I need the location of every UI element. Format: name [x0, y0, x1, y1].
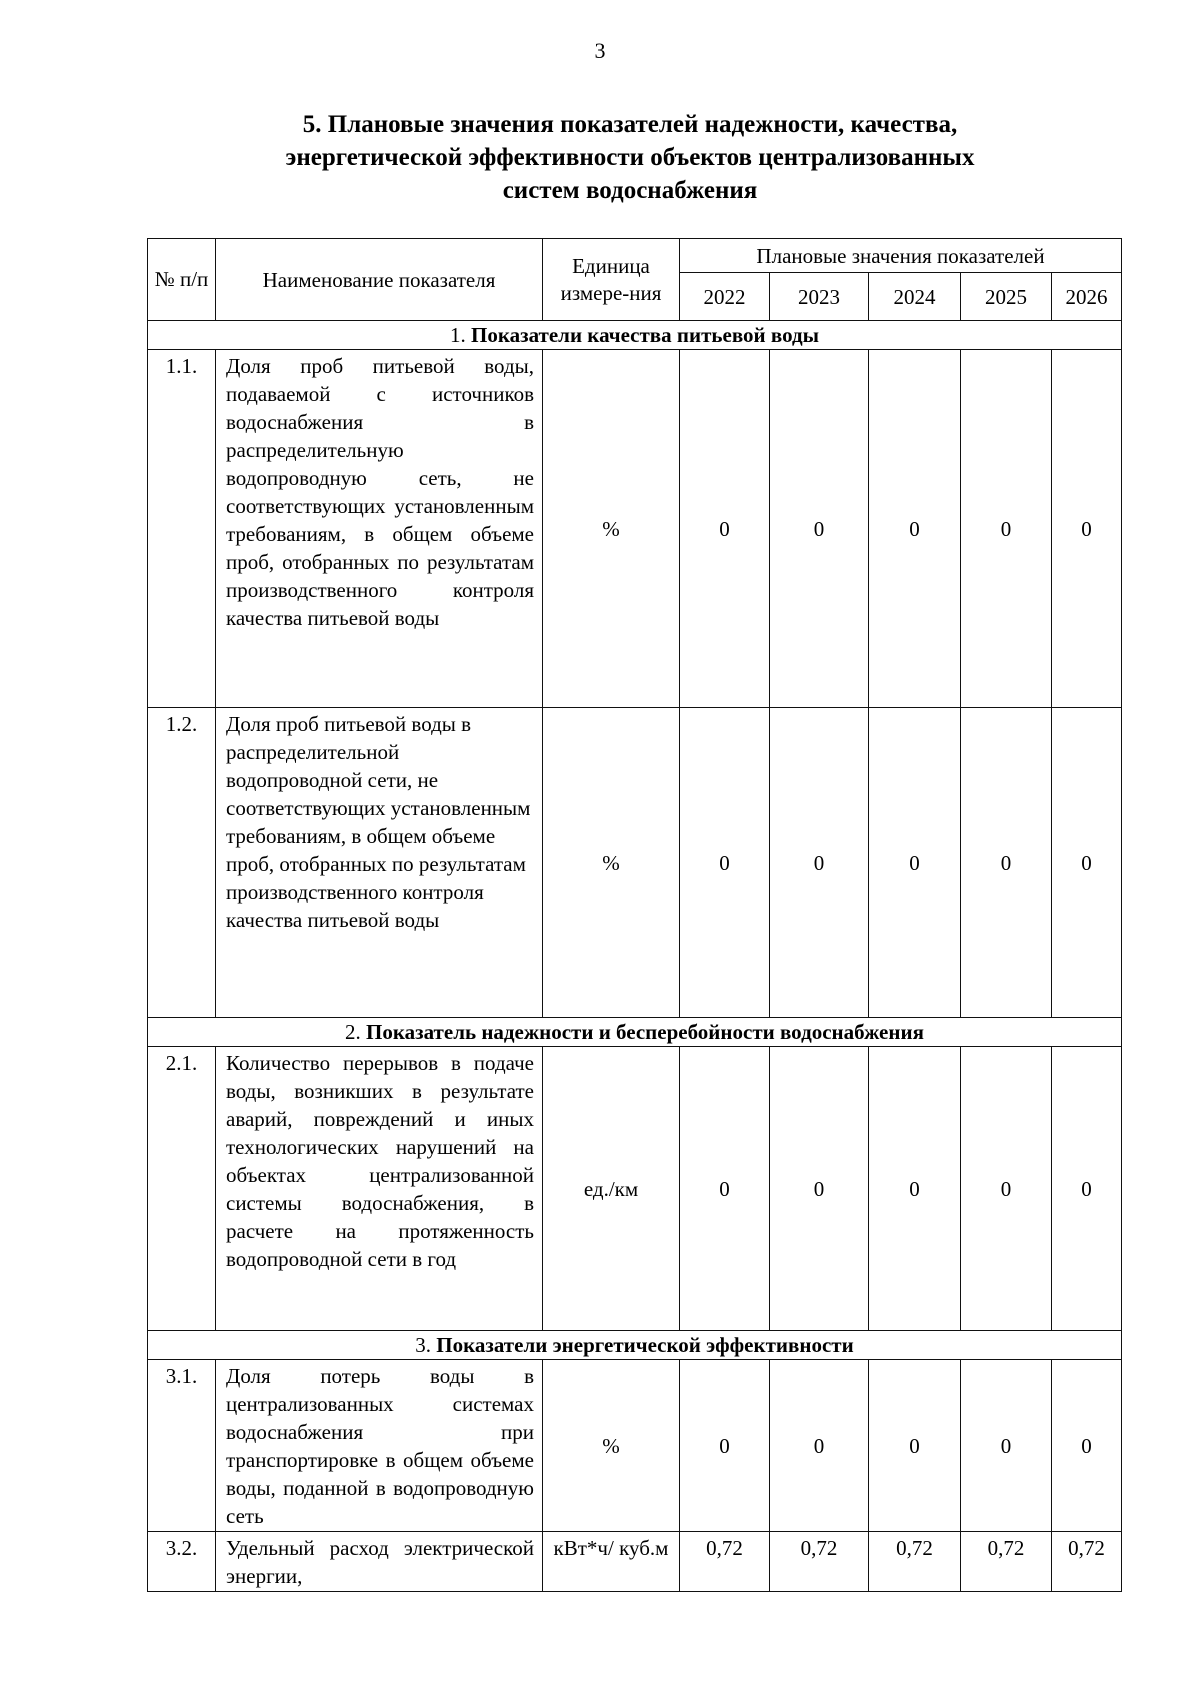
value-cell: 0 [770, 1360, 869, 1532]
section-title: Показатель надежности и бесперебойности водоснабжения [366, 1020, 924, 1044]
heading-line-1: 5. Плановые значения показателей надежности, качества, [302, 111, 958, 138]
value-cell: 0 [869, 1360, 961, 1532]
section-header [148, 321, 1122, 350]
table-row [148, 1360, 1122, 1532]
value-cell: 0 [1052, 1047, 1122, 1331]
value-cell: 0 [961, 350, 1052, 708]
value-cell: 0 [680, 1047, 770, 1331]
indicator-name: Доля потерь воды в централизованных системах водоснабжения при транспортировке в общем объеме воды, поданной в водопроводную сеть [216, 1360, 543, 1532]
value-cell: 0,72 [680, 1532, 770, 1592]
indicators-table [147, 238, 1122, 1592]
header-year: 2024 [869, 273, 961, 321]
indicator-name: Количество перерывов в подаче воды, возникших в результате аварий, повреждений и иных технологических нарушений на объектах централизованной системы водоснабжения, в расчете на протяженность водопроводной сети в год [216, 1047, 543, 1331]
value-cell: 0,72 [961, 1532, 1052, 1592]
value-cell: 0,72 [770, 1532, 869, 1592]
indicator-name: Доля проб питьевой воды в распределительной водопроводной сети, не соответствующих установленным требованиям, в общем объеме проб, отобранных по результатам производственного контроля качества питьевой воды [216, 708, 543, 1018]
section-number: 3. [415, 1333, 432, 1357]
value-cell: 0 [961, 708, 1052, 1018]
row-number: 3.2. [148, 1532, 216, 1592]
indicator-unit: % [543, 1360, 680, 1532]
indicator-unit: % [543, 350, 680, 708]
table-row [148, 350, 1122, 708]
document-heading [200, 108, 1060, 207]
row-number: 2.1. [148, 1047, 216, 1331]
indicator-unit: кВт*ч/ куб.м [543, 1532, 680, 1592]
value-cell: 0,72 [869, 1532, 961, 1592]
value-cell: 0 [680, 708, 770, 1018]
header-year: 2022 [680, 273, 770, 321]
value-cell: 0 [1052, 350, 1122, 708]
value-cell: 0 [961, 1360, 1052, 1532]
value-cell: 0 [961, 1047, 1052, 1331]
indicator-name: Доля проб питьевой воды, подаваемой с источников водоснабжения в распределительную водопроводную сеть, не соответствующих установленным требованиям, в общем объеме проб, отобранных по результатам производственного контроля качества питьевой воды [216, 350, 543, 708]
table-row [148, 1047, 1122, 1331]
value-cell: 0 [1052, 1360, 1122, 1532]
value-cell: 0 [770, 708, 869, 1018]
table-row [148, 708, 1122, 1018]
section-number: 1. [450, 323, 466, 347]
section-number: 2. [345, 1020, 361, 1044]
section-title: Показатели качества питьевой воды [471, 323, 819, 347]
section-title: Показатели энергетической эффективности [436, 1333, 854, 1357]
table-row [148, 1532, 1122, 1592]
value-cell: 0 [680, 350, 770, 708]
value-cell: 0 [869, 708, 961, 1018]
page-number: 3 [594, 38, 606, 63]
heading-line-3: систем водоснабжения [502, 177, 758, 204]
section-row [148, 1018, 1122, 1047]
indicator-unit: % [543, 708, 680, 1018]
section-header [148, 1018, 1122, 1047]
section-row [148, 1331, 1122, 1360]
header-name: Наименование показателя [216, 239, 543, 321]
section-header [148, 1331, 1122, 1360]
indicator-unit: ед./км [543, 1047, 680, 1331]
header-year: 2025 [961, 273, 1052, 321]
value-cell: 0 [1052, 708, 1122, 1018]
row-number: 1.1. [148, 350, 216, 708]
header-planned-values: Плановые значения показателей [680, 239, 1122, 273]
row-number: 3.1. [148, 1360, 216, 1532]
header-num: № п/п [148, 239, 216, 321]
section-row [148, 321, 1122, 350]
header-year: 2026 [1052, 273, 1122, 321]
header-unit: Единица измере-ния [543, 239, 680, 321]
indicator-name: Удельный расход электрической энергии, [216, 1532, 543, 1592]
value-cell: 0 [770, 350, 869, 708]
value-cell: 0,72 [1052, 1532, 1122, 1592]
value-cell: 0 [869, 1047, 961, 1331]
value-cell: 0 [770, 1047, 869, 1331]
row-number: 1.2. [148, 708, 216, 1018]
value-cell: 0 [869, 350, 961, 708]
header-year: 2023 [770, 273, 869, 321]
value-cell: 0 [680, 1360, 770, 1532]
heading-line-2: энергетической эффективности объектов централизованных [285, 144, 975, 171]
table-header-row-1 [148, 239, 1122, 273]
